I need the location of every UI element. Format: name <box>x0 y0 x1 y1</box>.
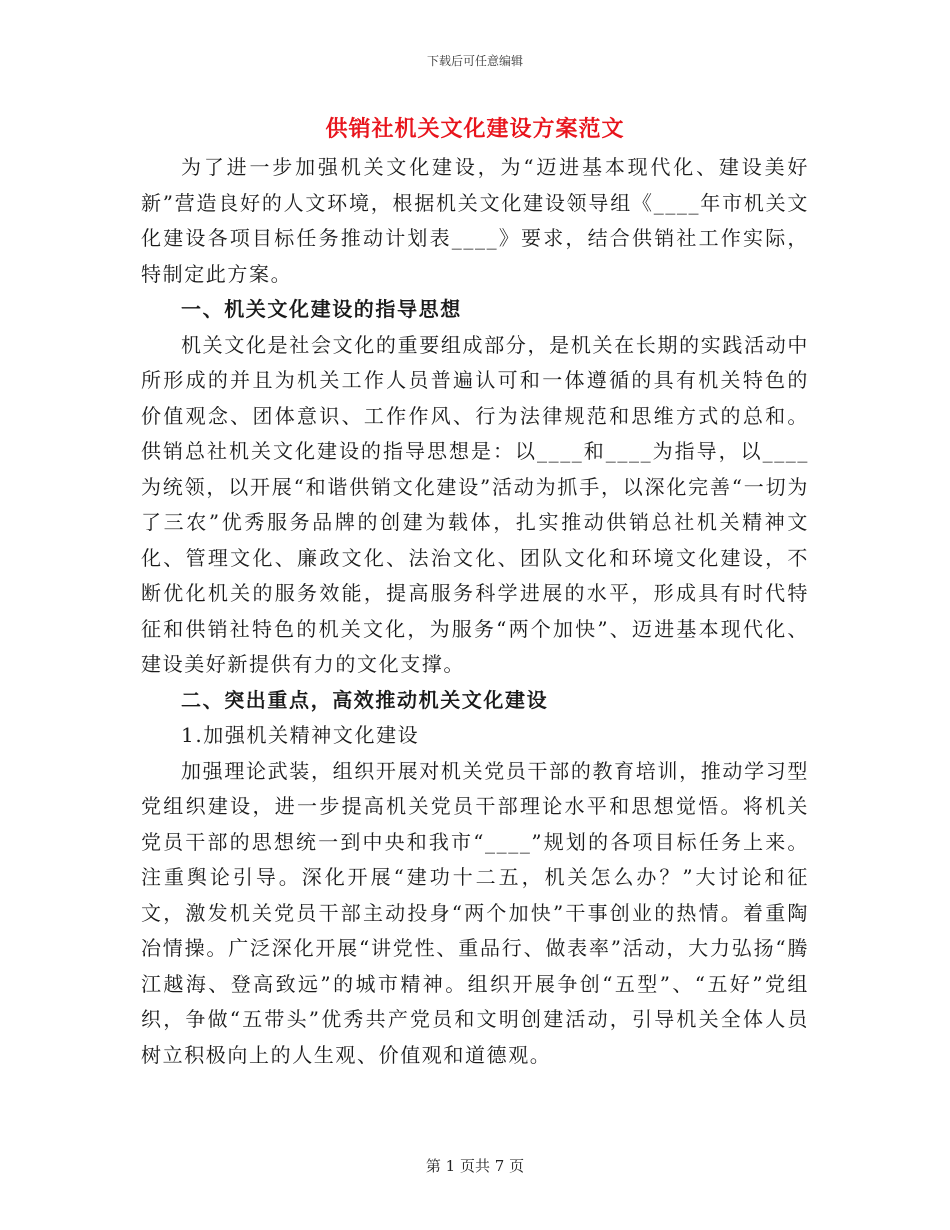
document-title: 供销社机关文化建设方案范文 <box>325 116 625 142</box>
subsection-1-heading: 1.加强机关精神文化建设 <box>181 723 420 747</box>
subsection-1-paragraph: 加强理论武装，组织开展对机关党员干部的教育培训，推动学习型党组织建设，进一步提高机关党员干部理论水平和思想觉悟。将机关党员干部的思想统一到中央和我市“____”规划的各项目标任务上来。注重舆论引导。深化开展“建功十二五，机关怎么办？”大讨论和征文，激发机关党员干部主动投身“两个加快”干事创业的热情。着重陶冶情操。广泛深化开展“讲党性、重品行、做表率”活动，大力弘扬“腾江越海、登高致远”的城市精神。组织开展争创“五型”、“五好”党组织，争做“五带头”优秀共产党员和文明创建活动，引导机关全体人员树立积极向上的人生观、价值观和道德观。 <box>141 758 809 1067</box>
section-1-heading: 一、机关文化建设的指导思想 <box>181 297 462 321</box>
header-note: 下载后可任意编辑 <box>426 54 523 68</box>
section-1-paragraph: 机关文化是社会文化的重要组成部分，是机关在长期的实践活动中所形成的并且为机关工作人员普遍认可和一体遵循的具有机关特色的价值观念、团体意识、工作作风、行为法律规范和思维方式的总和。供销总社机关文化建设的指导思想是：以____和____为指导，以____为统领，以开展“和谐供销文化建设”活动为抓手，以深化完善“一切为了三农”优秀服务品牌的创建为载体，扎实推动供销总社机关精神文化、管理文化、廉政文化、法治文化、团队文化和环境文化建设，不断优化机关的服务效能，提高服务科学进展的水平，形成具有时代特征和供销社特色的机关文化，为服务“两个加快”、迈进基本现代化、建设美好新提供有力的文化支撑。 <box>141 332 809 676</box>
page-number-footer: 第 1 页共 7 页 <box>425 1157 525 1175</box>
document-body <box>141 150 809 1073</box>
section-2-heading: 二、突出重点，高效推动机关文化建设 <box>181 687 549 712</box>
intro-paragraph: 为了进一步加强机关文化建设，为“迈进基本现代化、建设美好新”营造良好的人文环境，根据机关文化建设领导组《____年市机关文化建设各项目标任务推动计划表____》要求，结合供销社工作实际，特制定此方案。 <box>141 155 809 286</box>
